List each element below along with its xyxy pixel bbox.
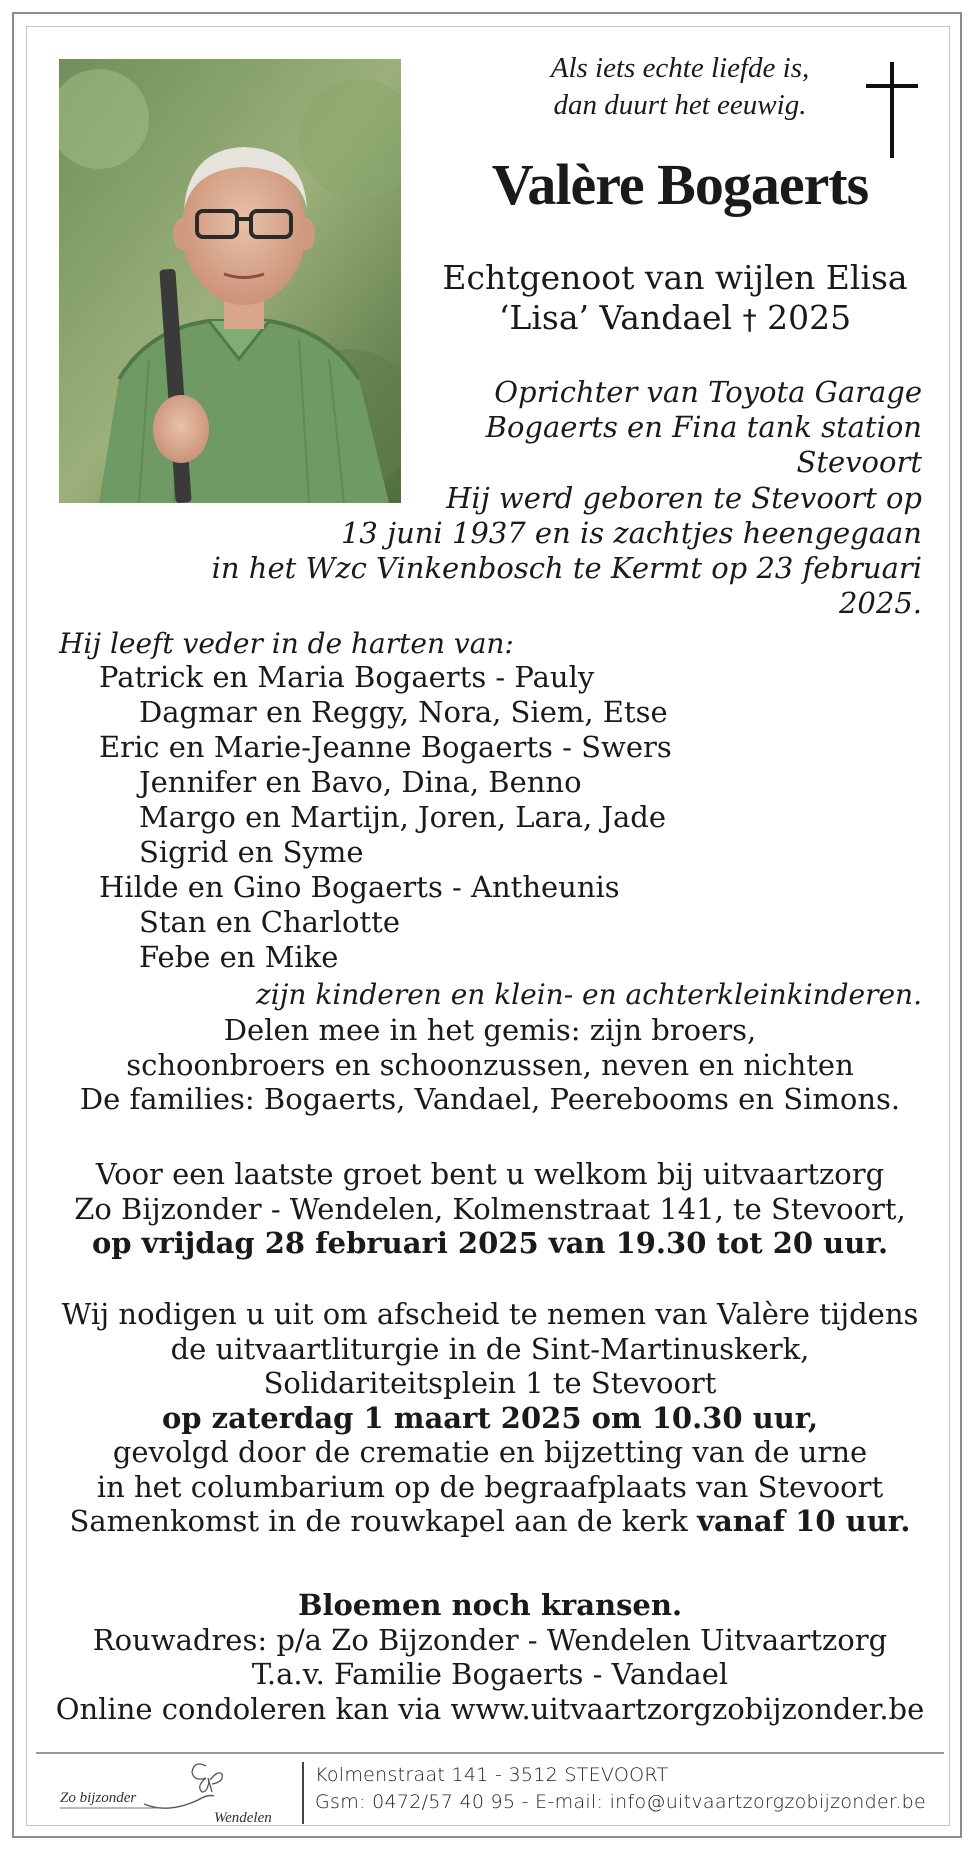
family-line: Sigrid en Syme [139, 835, 364, 869]
family-line: Hilde en Gino Bogaerts - Antheunis [99, 870, 620, 904]
ceremony-block [40, 1297, 940, 1539]
born-line-2: 13 juni 1937 en is zachtjes heengegaan [340, 516, 922, 550]
family-caption: zijn kinderen en klein- en achterkleinkinderen. [256, 978, 922, 1011]
grief-line-3: De families: Bogaerts, Vandael, Peerebooms en Simons. [79, 1082, 901, 1116]
family-line: Stan en Charlotte [139, 905, 400, 939]
ceremony-line-5: gevolgd door de crematie en bijzetting van de urne [112, 1435, 868, 1469]
family-line: Jennifer en Bavo, Dina, Benno [139, 765, 582, 799]
visit-line-2: Zo Bijzonder - Wendelen, Kolmenstraat 141, te Stevoort, [74, 1191, 906, 1226]
spouse-line-2 [420, 298, 930, 340]
ceremony-line-3: Solidariteitsplein 1 te Stevoort [263, 1366, 717, 1400]
footer-contact: Gsm: 0472/57 40 95 - E-mail: info@uitvaartzorgzobijzonder.be [315, 1791, 927, 1813]
family-line: Dagmar en Reggy, Nora, Siem, Etse [139, 695, 668, 729]
spouse-name: ‘Lisa’ Vandael [498, 298, 733, 337]
founder-info [362, 375, 922, 480]
ceremony-gathering: Samenkomst in de rouwkapel aan de kerk [69, 1504, 688, 1538]
ceremony-line-6: in het columbarium op de begraafplaats van Stevoort [96, 1469, 884, 1504]
visit-line-1: Voor een laatste groet bent u welkom bij uitvaartzorg [95, 1157, 885, 1191]
spouse-line-1: Echtgenoot van wijlen Elisa [442, 258, 908, 297]
footer-divider [36, 1752, 944, 1754]
family-line: Febe en Mike [139, 940, 339, 974]
footer-separator [302, 1762, 304, 1824]
spouse-year: 2025 [767, 298, 852, 337]
grief-block [40, 1013, 940, 1117]
ceremony-gathering-time: vanaf 10 uur. [697, 1504, 911, 1538]
visit-block [40, 1157, 940, 1261]
portrait-photo [59, 59, 401, 503]
visit-line-3: op vrijdag 28 februari 2025 van 19.30 tot 20 uur. [91, 1226, 889, 1260]
funeral-home-logo [58, 1756, 298, 1832]
logo-text-right: Wendelen [214, 1810, 272, 1826]
founder-line-1: Oprichter van Toyota Garage [494, 375, 922, 409]
no-flowers: Bloemen noch kransen. [297, 1588, 683, 1622]
grief-line-1: Delen mee in het gemis: zijn broers, [223, 1013, 757, 1047]
online-condolence: Online condoleren kan via www.uitvaartzorgzobijzonder.be [55, 1691, 925, 1726]
butterfly-icon [192, 1764, 222, 1792]
dagger-icon: † [742, 303, 757, 336]
spouse-info [420, 258, 930, 340]
ceremony-line-4: op zaterdag 1 maart 2025 om 10.30 uur, [161, 1400, 819, 1435]
motto-line-2: dan duurt het eeuwig. [553, 89, 807, 121]
footer-address: Kolmenstraat 141 - 3512 STEVOORT [315, 1764, 669, 1786]
family-intro: Hij leeft veder in de harten van: [59, 627, 514, 660]
attention-line: T.a.v. Familie Bogaerts - Vandael [251, 1657, 729, 1691]
family-line: Margo en Martijn, Joren, Lara, Jade [139, 800, 667, 834]
founder-line-2: Bogaerts en Fina tank station Stevoort [485, 410, 922, 479]
deceased-name: Valère Bogaerts [491, 152, 869, 217]
motto [430, 50, 930, 124]
born-line-1: Hij werd geboren te Stevoort op [446, 481, 922, 515]
grief-line-2: schoonbroers en schoonzussen, neven en nichten [126, 1047, 854, 1082]
ceremony-line-1: Wij nodigen u uit om afscheid te nemen van Valère tijdens [61, 1297, 919, 1331]
family-line: Eric en Marie-Jeanne Bogaerts - Swers [99, 730, 672, 764]
motto-line-1: Als iets echte liefde is, [550, 52, 810, 84]
mourning-address: Rouwadres: p/a Zo Bijzonder - Wendelen Uitvaartzorg [92, 1622, 888, 1657]
ceremony-line-2: de uitvaartliturgie in de Sint-Martinuskerk, [170, 1331, 810, 1366]
born-line-3: in het Wzc Vinkenbosch te Kermt op 23 februari 2025. [211, 551, 922, 620]
family-line: Patrick en Maria Bogaerts - Pauly [99, 660, 595, 694]
closing-block [40, 1588, 940, 1726]
birth-death-info [162, 481, 922, 621]
ceremony-line-7 [40, 1504, 940, 1539]
logo-text-left: Zo bijzonder [60, 1790, 137, 1806]
